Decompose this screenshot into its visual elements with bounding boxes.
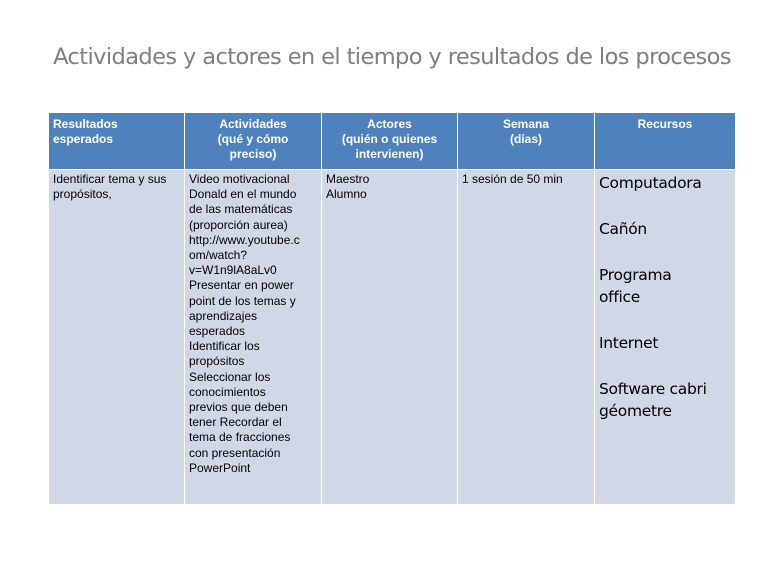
recurso-canon: Cañón <box>599 220 647 238</box>
recurso-programa-office: Programa office <box>599 266 672 306</box>
recurso-computadora: Computadora <box>599 174 702 192</box>
header-recursos: Recursos <box>595 113 736 170</box>
header-semana: Semana (días) <box>458 113 595 170</box>
cell-recursos <box>595 170 736 505</box>
header-actores: Actores (quién o quienes intervienen) <box>322 113 458 170</box>
header-actividades: Actividades (qué y cómo preciso) <box>185 113 322 170</box>
youtube-link-text: http://www.youtube.c <box>189 232 300 247</box>
table-row <box>49 170 736 505</box>
table-header-row <box>49 113 736 170</box>
slide-title: Actividades y actores en el tiempo y resultados de los procesos <box>53 44 731 70</box>
cell-actores: Maestro Alumno <box>322 170 458 505</box>
header-resultados: Resultados esperados <box>49 113 185 170</box>
cell-semana: 1 sesión de 50 min <box>458 170 595 505</box>
cell-resultados: Identificar tema y sus propósitos, <box>49 170 185 505</box>
recurso-internet: Internet <box>599 334 659 352</box>
cell-actividades: Video motivacional Donald en el mundo de las matemáticas (proporción aurea) http://www.youtube.c om/watch? v=W1n9lA8aLv0 Presentar en power point de los temas y aprendizajes esperados Identificar los propósitos Seleccionar los conocimientos previos que deben tener Recordar el tema de fracciones con presentación PowerPoint <box>185 170 322 505</box>
activities-table <box>48 112 736 505</box>
recurso-software-cabri: Software cabri géometre <box>599 380 707 420</box>
